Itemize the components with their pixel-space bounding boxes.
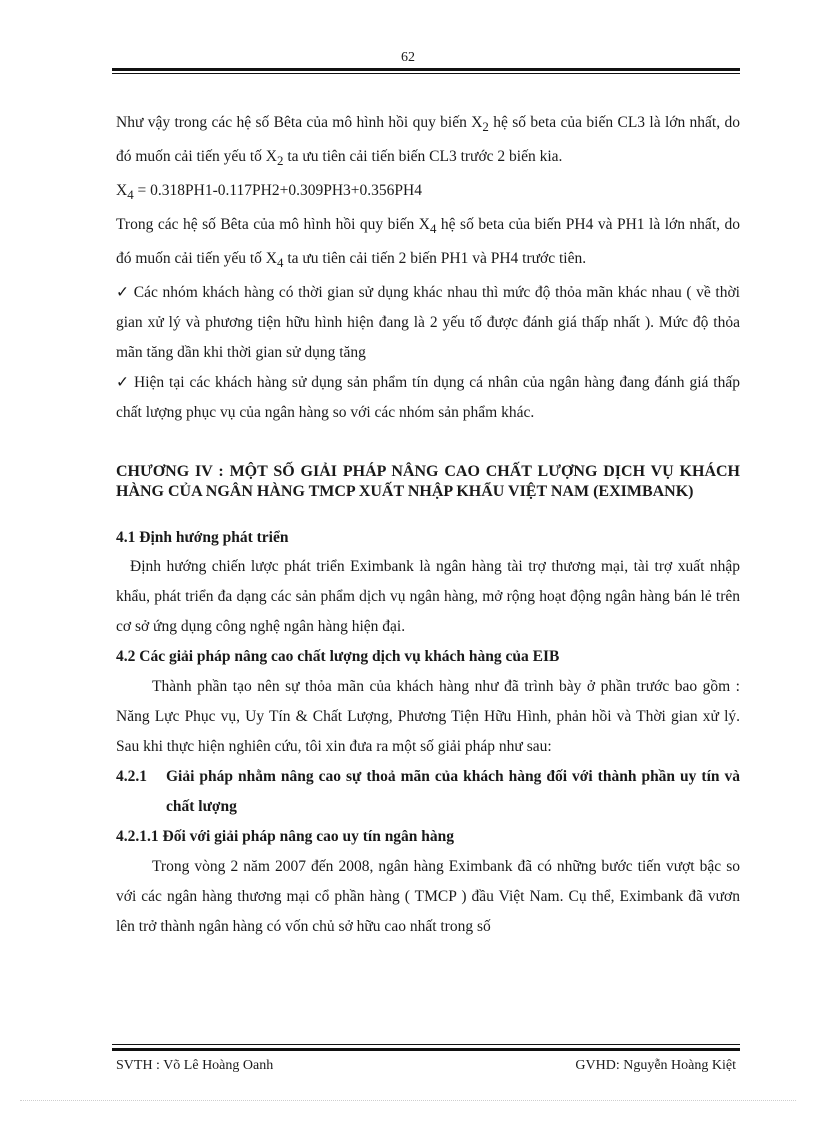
checkmark-icon: ✓	[116, 284, 130, 302]
section-4-1-heading: 4.1 Định hướng phát triển	[116, 529, 289, 547]
footer	[116, 1058, 736, 1074]
section-4-2-heading: 4.2 Các giải pháp nâng cao chất lượng dịch vụ khách hàng của EIB	[116, 648, 560, 666]
paragraph-ph: Trong các hệ số Bêta của mô hình hồi quy biến $X_4$ hệ số beta của biến PH4 và PH1 là lớn nhất, do đó muốn cải tiến yếu tố $X_4$ ta ưu tiên cải tiến 2 biến PH1 và PH4 trước tiên.	[116, 216, 740, 271]
header-rule-thin	[112, 73, 740, 74]
header-rule-thick	[112, 68, 740, 71]
footer-advisor: GVHD: Nguyễn Hoàng Kiệt	[575, 1058, 736, 1073]
section-4-2-body: Thành phần tạo nên sự thỏa mãn của khách hàng như đã trình bày ở phần trước bao gồm : Năng Lực Phục vụ, Uy Tín & Chất Lượng, Phương Tiện Hữu Hình, phản hồi và Thời gian xử lý. Sau khi thực hiện nghiên cứu, tôi xin đưa ra một số giải pháp như sau:	[116, 678, 740, 756]
bullet-credit-product: ✓ Hiện tại các khách hàng sử dụng sản phẩm tín dụng cá nhân của ngân hàng đang đánh giá thấp chất lượng phục vụ của ngân hàng so với các nhóm sản phẩm khác.	[116, 374, 740, 422]
paragraph-cl3: Như vậy trong các hệ số Bêta của mô hình hồi quy biến $X_2$ hệ số beta của biến CL3 là lớn nhất, do đó muốn cải tiến yếu tố $X_2$ ta ưu tiên cải tiến biến CL3 trước 2 biến kia.	[116, 114, 740, 169]
bullet-usage-time: ✓ Các nhóm khách hàng có thời gian sử dụng khác nhau thì mức độ thỏa mãn khác nhau ( về thời gian xử lý và phương tiện hữu hình hiện đang là 2 yếu tố được đánh giá thấp nhất ). Mức độ thỏa mãn tăng dần khi thời gian sử dụng tăng	[116, 284, 740, 362]
section-number: 4.2.1	[116, 768, 147, 786]
regression-equation: $X_4 = 0.318PH1-0.117PH2+0.309PH3+0.356PH4$	[116, 182, 422, 203]
footer-rule-thick	[112, 1048, 740, 1051]
section-4-1-body: Định hướng chiến lược phát triển Eximbank là ngân hàng tài trợ thương mại, tài trợ xuất nhập khẩu, phát triển đa dạng các sản phẩm dịch vụ ngân hàng, mở rộng hoạt động ngân hàng bán lẻ trên cơ sở ứng dụng công nghệ ngân hàng hiện đại.	[116, 558, 740, 636]
section-4-2-1-heading	[116, 762, 740, 822]
section-4-2-1-1-heading: 4.2.1.1 Đối với giải pháp nâng cao uy tín ngân hàng	[116, 828, 455, 846]
page-edge-divider	[20, 1100, 796, 1101]
page-content	[116, 108, 740, 942]
checkmark-icon: ✓	[116, 374, 131, 392]
section-title: Giải pháp nhằm nâng cao sự thoả mãn của khách hàng đối với thành phần uy tín và chất lượng	[166, 768, 740, 816]
section-4-2-1-1-body: Trong vòng 2 năm 2007 đến 2008, ngân hàng Eximbank đã có những bước tiến vượt bậc so với các ngân hàng thương mại cổ phần hàng ( TMCP ) đầu Việt Nam. Cụ thể, Eximbank đã vươn lên trở thành ngân hàng có vốn chủ sở hữu cao nhất trong số	[116, 858, 740, 936]
page-number: 62	[401, 50, 415, 65]
chapter-title: CHƯƠNG IV : MỘT SỐ GIẢI PHÁP NÂNG CAO CHẤT LƯỢNG DỊCH VỤ KHÁCH HÀNG CỦA NGÂN HÀNG TMCP XUẤT NHẬP KHẨU VIỆT NAM (EXIMBANK)	[116, 463, 740, 501]
footer-rule-thin	[112, 1044, 740, 1045]
footer-student: SVTH : Võ Lê Hoàng Oanh	[116, 1058, 274, 1073]
